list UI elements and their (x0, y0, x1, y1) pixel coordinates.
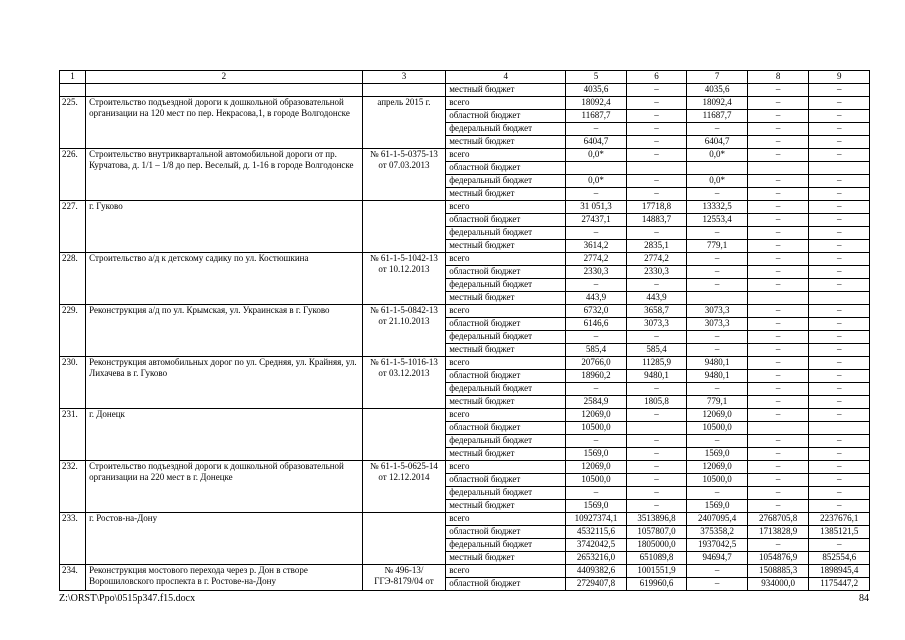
value-cell: – (626, 110, 687, 123)
budget-label: всего (446, 253, 566, 266)
value-cell: – (566, 383, 627, 396)
row-index (60, 84, 86, 97)
value-cell: – (747, 240, 809, 253)
value-cell: – (626, 279, 687, 292)
value-cell: – (626, 500, 687, 513)
value-cell: 2835,1 (626, 240, 687, 253)
file-path: Z:\ORST\Ppo\0515p347.f15.docx (59, 593, 196, 604)
value-cell: – (809, 175, 870, 188)
value-cell: 1569,0 (687, 500, 748, 513)
row-index: 229. (60, 305, 86, 357)
value-cell: 3513896,8 (626, 513, 687, 526)
value-cell: 0,0* (687, 149, 748, 162)
value-cell: – (809, 253, 870, 266)
value-cell: – (747, 201, 809, 214)
row-document: № 61-1-5-1016-13 от 03.12.2013 (362, 357, 446, 409)
budget-label: федеральный бюджет (446, 539, 566, 552)
value-cell: 9480,1 (687, 370, 748, 383)
value-cell: 10500,0 (687, 422, 748, 435)
value-cell: 10927374,1 (566, 513, 627, 526)
budget-label: местный бюджет (446, 84, 566, 97)
row-index: 227. (60, 201, 86, 253)
value-cell: – (626, 188, 687, 201)
value-cell: 4035,6 (687, 84, 748, 97)
value-cell: – (809, 123, 870, 136)
value-cell: 94694,7 (687, 552, 748, 565)
value-cell: – (809, 357, 870, 370)
value-cell: 1175447,2 (809, 578, 870, 591)
value-cell: 6404,7 (687, 136, 748, 149)
table-row (60, 357, 870, 370)
value-cell: 10500,0 (687, 474, 748, 487)
value-cell: – (747, 487, 809, 500)
value-cell: 2774,2 (566, 253, 627, 266)
value-cell: 1713828,9 (747, 526, 809, 539)
value-cell: 4532115,6 (566, 526, 627, 539)
table-row (60, 84, 870, 97)
row-index: 231. (60, 409, 86, 461)
value-cell: 934000,0 (747, 578, 809, 591)
value-cell: – (809, 487, 870, 500)
value-cell (687, 292, 748, 305)
value-cell: – (687, 266, 748, 279)
budget-label: всего (446, 409, 566, 422)
table-row (60, 149, 870, 162)
budget-label: местный бюджет (446, 396, 566, 409)
budget-label: областной бюджет (446, 318, 566, 331)
value-cell: 443,9 (566, 292, 627, 305)
column-header: 1 (60, 71, 86, 84)
value-cell: 779,1 (687, 240, 748, 253)
value-cell (626, 162, 687, 175)
value-cell: – (747, 188, 809, 201)
row-document: № 61-1-5-0625-14 от 12.12.2014 (362, 461, 446, 513)
value-cell: 779,1 (687, 396, 748, 409)
budget-label: областной бюджет (446, 578, 566, 591)
value-cell: 4035,6 (566, 84, 627, 97)
value-cell: – (626, 149, 687, 162)
column-header: 6 (626, 71, 687, 84)
row-document (362, 513, 446, 565)
value-cell: – (747, 344, 809, 357)
value-cell: – (687, 253, 748, 266)
table-row (60, 201, 870, 214)
value-cell: – (747, 214, 809, 227)
budget-label: областной бюджет (446, 266, 566, 279)
value-cell: – (626, 409, 687, 422)
table-row (60, 513, 870, 526)
value-cell: 3658,7 (626, 305, 687, 318)
value-cell: – (687, 435, 748, 448)
value-cell: 13332,5 (687, 201, 748, 214)
value-cell: 1385121,5 (809, 526, 870, 539)
value-cell: – (566, 279, 627, 292)
value-cell: – (626, 123, 687, 136)
value-cell: 1569,0 (566, 500, 627, 513)
value-cell: 2729407,8 (566, 578, 627, 591)
value-cell: 3742042,5 (566, 539, 627, 552)
value-cell: 11285,9 (626, 357, 687, 370)
value-cell: 20766,0 (566, 357, 627, 370)
value-cell: – (809, 97, 870, 110)
value-cell: – (809, 409, 870, 422)
value-cell: 2330,3 (626, 266, 687, 279)
table-row (60, 409, 870, 422)
value-cell: – (809, 344, 870, 357)
value-cell: – (687, 487, 748, 500)
budget-label: всего (446, 461, 566, 474)
header-row (60, 71, 870, 84)
row-document (362, 409, 446, 461)
value-cell: 375358,2 (687, 526, 748, 539)
row-index: 226. (60, 149, 86, 201)
value-cell: – (566, 123, 627, 136)
budget-label: местный бюджет (446, 500, 566, 513)
value-cell: 585,4 (626, 344, 687, 357)
budget-label: местный бюджет (446, 344, 566, 357)
table-row (60, 97, 870, 110)
value-cell: 1569,0 (566, 448, 627, 461)
value-cell: – (566, 435, 627, 448)
value-cell: 3614,2 (566, 240, 627, 253)
value-cell: – (747, 409, 809, 422)
value-cell: – (809, 370, 870, 383)
row-name: Строительство подъездной дороги к дошкольной образовательной организации на 120 мест по пер. Некрасова,1, в городе Волгодонске (86, 97, 363, 149)
value-cell: 12069,0 (566, 409, 627, 422)
table-row (60, 461, 870, 474)
column-header: 8 (747, 71, 809, 84)
value-cell: 4409382,6 (566, 565, 627, 578)
value-cell: – (747, 123, 809, 136)
value-cell: 12069,0 (687, 461, 748, 474)
value-cell: – (747, 110, 809, 123)
value-cell: – (687, 344, 748, 357)
value-cell: – (747, 227, 809, 240)
budget-label: федеральный бюджет (446, 279, 566, 292)
budget-label: областной бюджет (446, 370, 566, 383)
table-row (60, 253, 870, 266)
value-cell: – (809, 383, 870, 396)
value-cell: 1508885,3 (747, 565, 809, 578)
row-document: № 61-1-5-0842-13 от 21.10.2013 (362, 305, 446, 357)
value-cell: 3073,3 (687, 318, 748, 331)
value-cell: 1569,0 (687, 448, 748, 461)
row-index: 233. (60, 513, 86, 565)
column-header: 7 (687, 71, 748, 84)
budget-label: всего (446, 305, 566, 318)
value-cell (809, 422, 870, 435)
value-cell: – (809, 331, 870, 344)
value-cell: – (687, 578, 748, 591)
value-cell: – (747, 175, 809, 188)
value-cell: – (747, 370, 809, 383)
value-cell: – (809, 136, 870, 149)
budget-label: федеральный бюджет (446, 123, 566, 136)
value-cell: – (809, 149, 870, 162)
value-cell: 6146,6 (566, 318, 627, 331)
budget-label: федеральный бюджет (446, 227, 566, 240)
value-cell: 443,9 (626, 292, 687, 305)
value-cell: – (626, 383, 687, 396)
value-cell: 852554,6 (809, 552, 870, 565)
value-cell: 6732,0 (566, 305, 627, 318)
value-cell: – (626, 227, 687, 240)
value-cell: – (626, 435, 687, 448)
value-cell: – (626, 487, 687, 500)
value-cell (747, 422, 809, 435)
value-cell: 2237676,1 (809, 513, 870, 526)
value-cell: – (747, 253, 809, 266)
value-cell: – (687, 279, 748, 292)
value-cell: 18960,2 (566, 370, 627, 383)
column-header: 2 (86, 71, 363, 84)
value-cell: – (566, 331, 627, 344)
row-index: 230. (60, 357, 86, 409)
value-cell: 12553,4 (687, 214, 748, 227)
value-cell (626, 422, 687, 435)
value-cell: – (687, 188, 748, 201)
value-cell: – (809, 435, 870, 448)
value-cell: 2584,9 (566, 396, 627, 409)
value-cell: – (747, 500, 809, 513)
row-name: г. Гуково (86, 201, 363, 253)
budget-label: федеральный бюджет (446, 435, 566, 448)
budget-label: всего (446, 201, 566, 214)
value-cell (809, 162, 870, 175)
value-cell: – (747, 136, 809, 149)
budget-label: местный бюджет (446, 448, 566, 461)
budget-label: всего (446, 97, 566, 110)
value-cell (566, 162, 627, 175)
value-cell: 2407095,4 (687, 513, 748, 526)
value-cell: 10500,0 (566, 474, 627, 487)
row-name: г. Ростов-на-Дону (86, 513, 363, 565)
value-cell: – (626, 175, 687, 188)
value-cell: 0,0* (566, 149, 627, 162)
budget-label: федеральный бюджет (446, 175, 566, 188)
value-cell: 1898945,4 (809, 565, 870, 578)
budget-label: федеральный бюджет (446, 383, 566, 396)
budget-label: федеральный бюджет (446, 487, 566, 500)
value-cell (809, 292, 870, 305)
value-cell: 14883,7 (626, 214, 687, 227)
budget-label: всего (446, 357, 566, 370)
value-cell: 2330,3 (566, 266, 627, 279)
value-cell: – (566, 188, 627, 201)
value-cell: 6404,7 (566, 136, 627, 149)
value-cell: 27437,1 (566, 214, 627, 227)
value-cell: – (747, 539, 809, 552)
value-cell: – (747, 383, 809, 396)
value-cell: – (747, 461, 809, 474)
value-cell: – (687, 227, 748, 240)
budget-table (59, 70, 870, 591)
budget-label: областной бюджет (446, 110, 566, 123)
value-cell: – (747, 474, 809, 487)
value-cell: – (626, 474, 687, 487)
row-document: апрель 2015 г. (362, 97, 446, 149)
value-cell: – (626, 97, 687, 110)
budget-label: местный бюджет (446, 188, 566, 201)
value-cell: – (809, 305, 870, 318)
value-cell: – (687, 383, 748, 396)
value-cell: 1001551,9 (626, 565, 687, 578)
value-cell: – (566, 227, 627, 240)
budget-label: областной бюджет (446, 474, 566, 487)
column-header: 9 (809, 71, 870, 84)
value-cell: 0,0* (687, 175, 748, 188)
value-cell: 1805000,0 (626, 539, 687, 552)
value-cell: – (809, 227, 870, 240)
budget-label: областной бюджет (446, 162, 566, 175)
budget-label: областной бюджет (446, 422, 566, 435)
row-index: 232. (60, 461, 86, 513)
row-name: г. Донецк (86, 409, 363, 461)
row-name: Строительство внутриквартальной автомобильной дороги от пр. Курчатова, д. 1/1 – 1/8 до пер. Веселый, д. 1-16 в городе Волгодонске (86, 149, 363, 201)
value-cell: – (747, 84, 809, 97)
value-cell: – (809, 214, 870, 227)
value-cell: – (809, 240, 870, 253)
budget-label: областной бюджет (446, 526, 566, 539)
value-cell: 2768705,8 (747, 513, 809, 526)
value-cell: – (747, 305, 809, 318)
row-name: Реконструкция автомобильных дорог по ул. Средняя, ул. Крайняя, ул. Лихачева в г. Гуково (86, 357, 363, 409)
value-cell: 12069,0 (687, 409, 748, 422)
table-row (60, 565, 870, 578)
budget-label: всего (446, 565, 566, 578)
row-index: 225. (60, 97, 86, 149)
value-cell: – (747, 318, 809, 331)
table-row (60, 305, 870, 318)
value-cell: 12069,0 (566, 461, 627, 474)
budget-label: всего (446, 149, 566, 162)
value-cell: 2774,2 (626, 253, 687, 266)
row-name (86, 84, 363, 97)
value-cell: – (809, 539, 870, 552)
budget-label: местный бюджет (446, 240, 566, 253)
budget-label: федеральный бюджет (446, 331, 566, 344)
value-cell: 585,4 (566, 344, 627, 357)
column-header: 4 (446, 71, 566, 84)
value-cell: 17718,8 (626, 201, 687, 214)
value-cell: – (747, 97, 809, 110)
row-document: № 61-1-5-0375-13 от 07.03.2013 (362, 149, 446, 201)
value-cell: 9480,1 (687, 357, 748, 370)
value-cell: 651089,8 (626, 552, 687, 565)
value-cell: – (809, 84, 870, 97)
page-number: 84 (859, 593, 869, 604)
row-name: Реконструкция мостового перехода через р. Дон в створе Ворошиловского проспекта в г. Ростове-на-Дону (86, 565, 363, 591)
value-cell: – (626, 448, 687, 461)
value-cell: – (687, 565, 748, 578)
value-cell: 1805,8 (626, 396, 687, 409)
value-cell: 2653216,0 (566, 552, 627, 565)
row-name: Строительство подъездной дороги к дошкольной образовательной организации на 220 мест в г. Донецке (86, 461, 363, 513)
value-cell: – (626, 461, 687, 474)
value-cell: 9480,1 (626, 370, 687, 383)
value-cell: – (809, 500, 870, 513)
value-cell: – (809, 396, 870, 409)
value-cell: 11687,7 (687, 110, 748, 123)
budget-label: местный бюджет (446, 552, 566, 565)
value-cell: 3073,3 (687, 305, 748, 318)
value-cell: – (687, 331, 748, 344)
value-cell: – (809, 461, 870, 474)
value-cell: – (747, 357, 809, 370)
value-cell: – (747, 448, 809, 461)
value-cell: – (747, 266, 809, 279)
budget-label: местный бюджет (446, 292, 566, 305)
value-cell: – (566, 487, 627, 500)
value-cell: 619960,6 (626, 578, 687, 591)
row-document (362, 84, 446, 97)
value-cell: 31 051,3 (566, 201, 627, 214)
value-cell: – (809, 188, 870, 201)
value-cell: – (747, 331, 809, 344)
value-cell (747, 162, 809, 175)
value-cell: 18092,4 (687, 97, 748, 110)
value-cell: – (809, 279, 870, 292)
value-cell: 3073,3 (626, 318, 687, 331)
value-cell: – (809, 266, 870, 279)
value-cell: – (747, 279, 809, 292)
row-document: № 496-13/ГГЭ-8179/04 от (362, 565, 446, 591)
row-document: № 61-1-5-1042-13 от 10.12.2013 (362, 253, 446, 305)
value-cell: 10500,0 (566, 422, 627, 435)
budget-label: всего (446, 513, 566, 526)
budget-label: областной бюджет (446, 214, 566, 227)
value-cell: – (809, 318, 870, 331)
value-cell: – (626, 84, 687, 97)
budget-label: местный бюджет (446, 136, 566, 149)
row-document (362, 201, 446, 253)
value-cell: – (809, 448, 870, 461)
value-cell: – (809, 474, 870, 487)
value-cell: – (626, 136, 687, 149)
value-cell: – (809, 110, 870, 123)
value-cell (687, 162, 748, 175)
column-header: 3 (362, 71, 446, 84)
value-cell: – (809, 201, 870, 214)
value-cell: – (747, 396, 809, 409)
value-cell: 1054876,9 (747, 552, 809, 565)
value-cell: 18092,4 (566, 97, 627, 110)
value-cell: 11687,7 (566, 110, 627, 123)
row-index: 228. (60, 253, 86, 305)
value-cell (747, 292, 809, 305)
column-header: 5 (566, 71, 627, 84)
value-cell: – (626, 331, 687, 344)
row-index: 234. (60, 565, 86, 591)
value-cell: – (687, 123, 748, 136)
row-name: Реконструкция а/д по ул. Крымская, ул. Украинская в г. Гуково (86, 305, 363, 357)
value-cell: – (747, 435, 809, 448)
row-name: Строительство а/д к детскому садику по ул. Костюшкина (86, 253, 363, 305)
value-cell: – (747, 149, 809, 162)
value-cell: 1057807,0 (626, 526, 687, 539)
value-cell: 0,0* (566, 175, 627, 188)
value-cell: 1937042,5 (687, 539, 748, 552)
